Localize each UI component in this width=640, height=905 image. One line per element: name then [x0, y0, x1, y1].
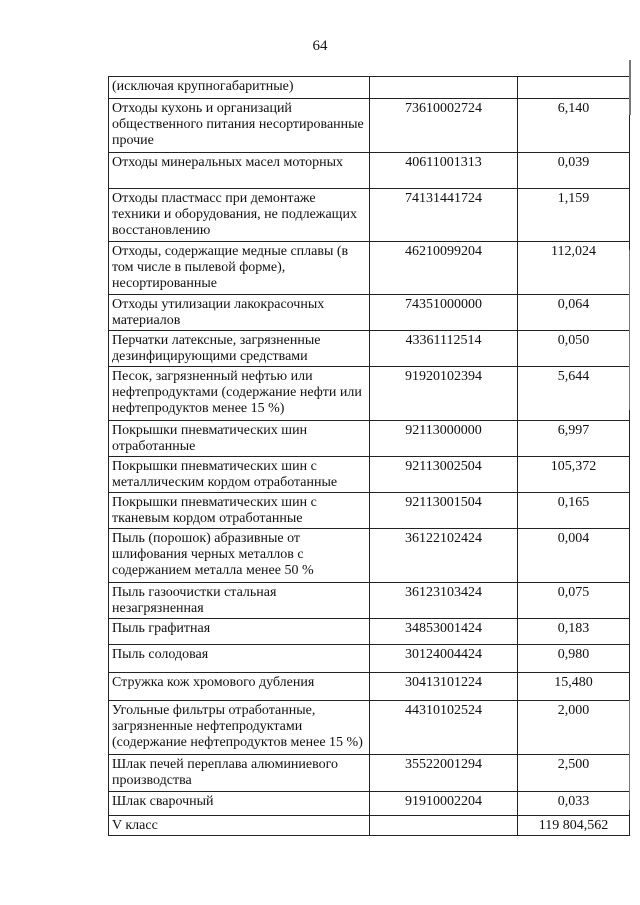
- class-total-mass: 119 804,562: [518, 816, 630, 836]
- waste-code-cell: 43361112514: [370, 331, 518, 367]
- waste-name-cell: Шлак сварочный: [109, 792, 370, 816]
- table-row: [109, 619, 630, 645]
- table-row: [109, 583, 630, 619]
- waste-code-cell: 44310102524: [370, 701, 518, 755]
- waste-name-cell: Покрышки пневматических шин с тканевым кордом отработанные: [109, 493, 370, 529]
- waste-mass-cell: 0,004: [518, 529, 630, 583]
- waste-name-cell: Покрышки пневматических шин отработанные: [109, 421, 370, 457]
- waste-mass-cell: 1,159: [518, 189, 630, 242]
- waste-mass-cell: 0,064: [518, 295, 630, 331]
- waste-mass-cell: [518, 77, 630, 99]
- waste-code-cell: 73610002724: [370, 99, 518, 153]
- class-total-label: V класс: [109, 816, 370, 836]
- scan-margin-mark: [629, 250, 630, 410]
- waste-code-cell: 74131441724: [370, 189, 518, 242]
- waste-code-cell: 91920102394: [370, 367, 518, 421]
- waste-mass-cell: 15,480: [518, 673, 630, 701]
- table-row: [109, 457, 630, 493]
- table-row: [109, 645, 630, 673]
- scan-margin-mark: [629, 60, 631, 115]
- table-row: [109, 493, 630, 529]
- waste-code-cell: 74351000000: [370, 295, 518, 331]
- table-row: [109, 792, 630, 816]
- waste-mass-cell: 6,140: [518, 99, 630, 153]
- waste-mass-cell: 0,050: [518, 331, 630, 367]
- waste-code-cell: [370, 77, 518, 99]
- waste-name-cell: Перчатки латексные, загрязненные дезинфицирующими средствами: [109, 331, 370, 367]
- page-number: 64: [312, 38, 328, 54]
- waste-code-cell: 34853001424: [370, 619, 518, 645]
- waste-code-cell: 91910002204: [370, 792, 518, 816]
- table-row: [109, 673, 630, 701]
- waste-code-cell: 46210099204: [370, 242, 518, 295]
- waste-name-cell: Отходы, содержащие медные сплавы (в том числе в пылевой форме), несортированные: [109, 242, 370, 295]
- scan-margin-mark: [629, 700, 630, 810]
- waste-mass-cell: 6,997: [518, 421, 630, 457]
- waste-mass-cell: 0,183: [518, 619, 630, 645]
- waste-code-cell: 30124004424: [370, 645, 518, 673]
- table-row: [109, 367, 630, 421]
- waste-name-cell: Песок, загрязненный нефтью или нефтепродуктами (содержание нефти или нефтепродуктов менее 15 %): [109, 367, 370, 421]
- waste-mass-cell: 0,033: [518, 792, 630, 816]
- table-row: [109, 189, 630, 242]
- table-row: [109, 529, 630, 583]
- waste-mass-cell: 2,500: [518, 755, 630, 792]
- waste-name-cell: Пыль (порошок) абразивные от шлифования черных металлов с содержанием металла менее 50 %: [109, 529, 370, 583]
- table-row: [109, 701, 630, 755]
- waste-name-cell: Пыль солодовая: [109, 645, 370, 673]
- waste-mass-cell: 2,000: [518, 701, 630, 755]
- waste-mass-cell: 112,024: [518, 242, 630, 295]
- table-row: [109, 295, 630, 331]
- total-row: [109, 816, 630, 836]
- waste-mass-cell: 0,165: [518, 493, 630, 529]
- waste-table: [108, 76, 630, 836]
- waste-code-cell: 36123103424: [370, 583, 518, 619]
- table-row: [109, 242, 630, 295]
- table-row: [109, 153, 630, 189]
- waste-code-cell: 30413101224: [370, 673, 518, 701]
- waste-mass-cell: 0,075: [518, 583, 630, 619]
- waste-name-cell: Отходы утилизации лакокрасочных материалов: [109, 295, 370, 331]
- table-row: [109, 421, 630, 457]
- class-total-code: [370, 816, 518, 836]
- table-row: [109, 755, 630, 792]
- waste-mass-cell: 0,980: [518, 645, 630, 673]
- waste-name-cell: Пыль графитная: [109, 619, 370, 645]
- waste-mass-cell: 5,644: [518, 367, 630, 421]
- waste-mass-cell: 105,372: [518, 457, 630, 493]
- waste-code-cell: 92113001504: [370, 493, 518, 529]
- waste-code-cell: 35522001294: [370, 755, 518, 792]
- waste-name-cell: Покрышки пневматических шин с металлическим кордом отработанные: [109, 457, 370, 493]
- waste-code-cell: 92113002504: [370, 457, 518, 493]
- waste-name-cell: Стружка кож хромового дубления: [109, 673, 370, 701]
- waste-name-cell: Отходы минеральных масел моторных: [109, 153, 370, 189]
- waste-code-cell: 92113000000: [370, 421, 518, 457]
- table-row: [109, 99, 630, 153]
- waste-name-cell: Отходы пластмасс при демонтаже техники и оборудования, не подлежащих восстановлению: [109, 189, 370, 242]
- waste-name-cell: Отходы кухонь и организаций общественного питания несортированные прочие: [109, 99, 370, 153]
- waste-name-cell: Пыль газоочистки стальная незагрязненная: [109, 583, 370, 619]
- waste-mass-cell: 0,039: [518, 153, 630, 189]
- waste-code-cell: 40611001313: [370, 153, 518, 189]
- waste-name-cell: Шлак печей переплава алюминиевого производства: [109, 755, 370, 792]
- waste-name-cell: Угольные фильтры отработанные, загрязненные нефтепродуктами (содержание нефтепродуктов менее 15 %): [109, 701, 370, 755]
- table-row: [109, 331, 630, 367]
- waste-name-cell: (исключая крупногабаритные): [109, 77, 370, 99]
- waste-code-cell: 36122102424: [370, 529, 518, 583]
- table-row: [109, 77, 630, 99]
